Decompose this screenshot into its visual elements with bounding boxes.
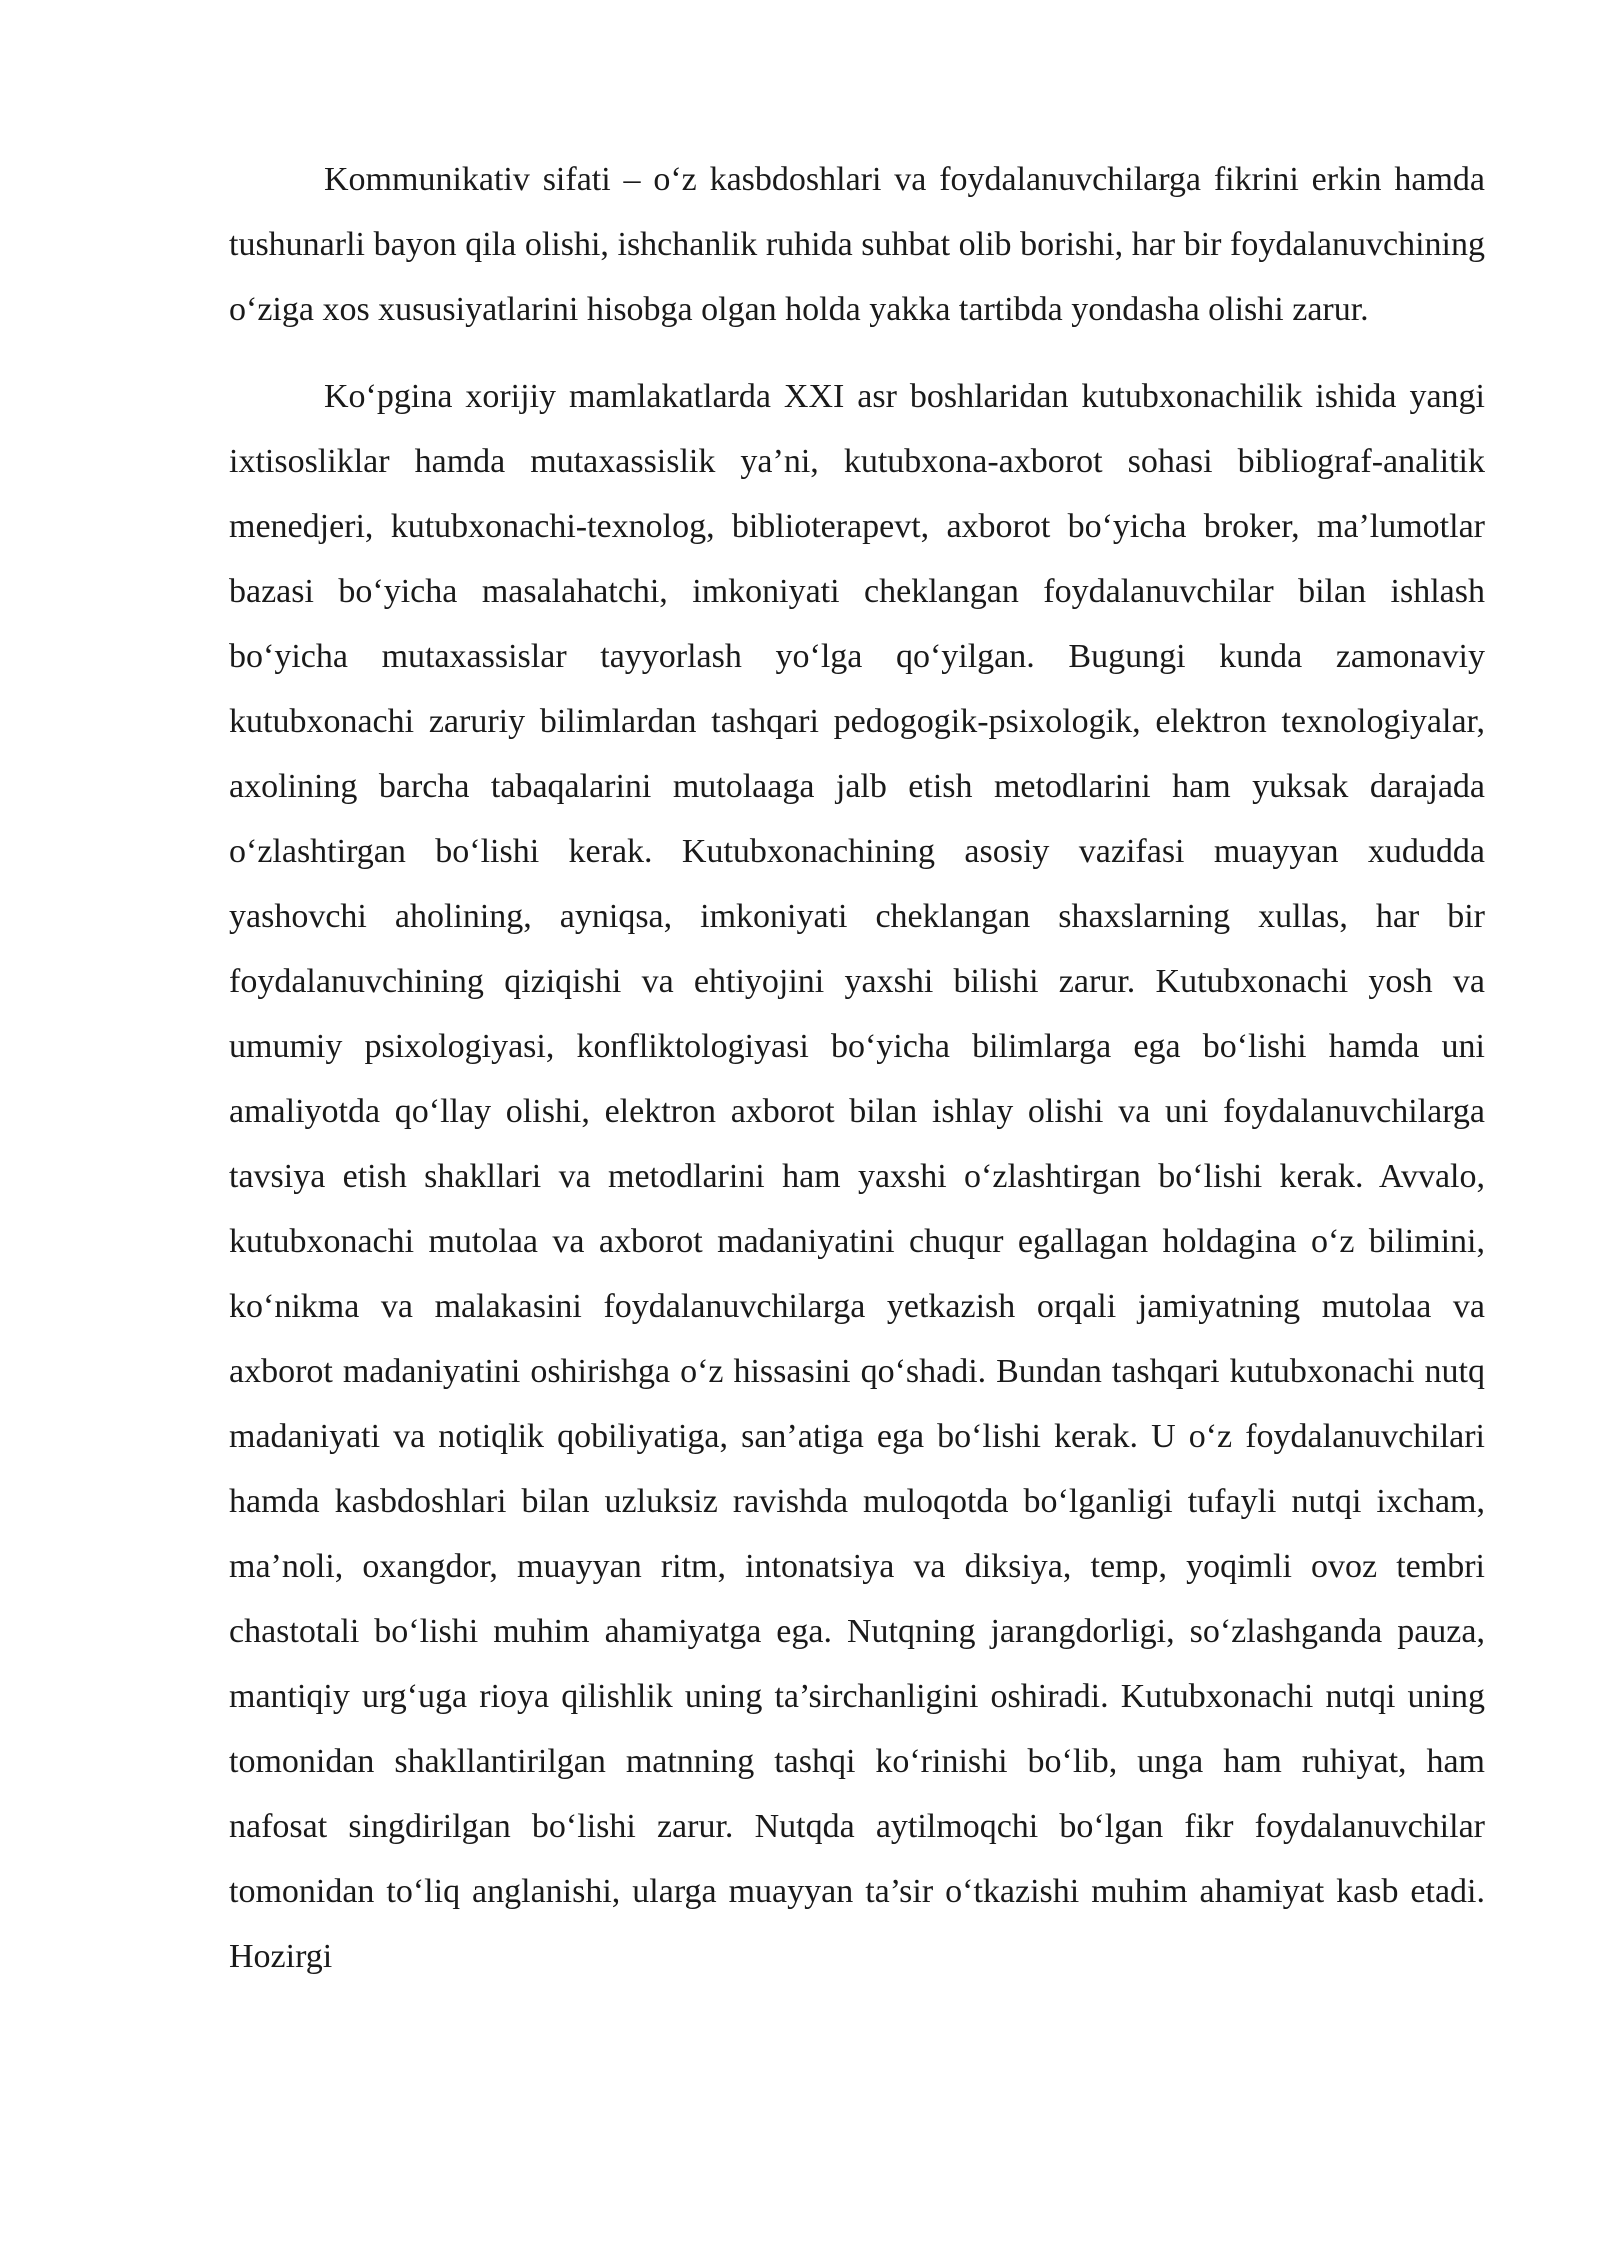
paragraph-communicative-quality: Kommunikativ sifati – o‘z kasbdoshlari va foydalanuvchilarga fikrini erkin hamda tushunarli bayon qila olishi, ishchanlik ruhida suhbat olib borishi, har bir foydalanuvchining o‘ziga xos xususiyatlarini hisobga olgan holda yakka tartibda yondasha olishi zarur. [229, 161, 1485, 328]
document-body [229, 147, 1485, 1989]
paragraph-new-specialities: Ko‘pgina xorijiy mamlakatlarda XXI asr boshlaridan kutubxonachilik ishida yangi ixtisosliklar hamda mutaxassislik ya’ni, kutubxona-axborot sohasi bibliograf-analitik menedjeri, kutubxonachi-texnolog, biblioterapevt, axborot bo‘yicha broker, ma’lumotlar bazasi bo‘yicha masalahatchi, imkoniyati cheklangan foydalanuvchilar bilan ishlash bo‘yicha mutaxassislar tayyorlash yo‘lga qo‘yilgan. Bugungi kunda zamonaviy kutubxonachi zaruriy bilimlardan tashqari pedogogik-psixologik, elektron texnologiyalar, axolining barcha tabaqalarini mutolaaga jalb etish metodlarini ham yuksak darajada o‘zlashtirgan bo‘lishi kerak. Kutubxonachining asosiy vazifasi muayyan xududda yashovchi aholining, ayniqsa, imkoniyati cheklangan shaxslarning xullas, har bir foydalanuvchining qiziqishi va ehtiyojini yaxshi bilishi zarur. Kutubxonachi yosh va umumiy psixologiyasi, konfliktologiyasi bo‘yicha bilimlarga ega bo‘lishi hamda uni amaliyotda qo‘llay olishi, elektron axborot bilan ishlay olishi va uni foydalanuvchilarga tavsiya etish shakllari va metodlarini ham yaxshi o‘zlashtirgan bo‘lishi kerak. Avvalo, kutubxonachi mutolaa va axborot madaniyatini chuqur egallagan holdagina o‘z bilimini, ko‘nikma va malakasini foydalanuvchilarga yetkazish orqali jamiyatning mutolaa va axborot madaniyatini oshirishga o‘z hissasini qo‘shadi. Bundan tashqari kutubxonachi nutq madaniyati va notiqlik qobiliyatiga, san’atiga ega bo‘lishi kerak. U o‘z foydalanuvchilari hamda kasbdoshlari bilan uzluksiz ravishda muloqotda bo‘lganligi tufayli nutqi ixcham, ma’noli, oxangdor, muayyan ritm, intonatsiya va diksiya, temp, yoqimli ovoz tembri chastotali bo‘lishi muhim ahamiyatga ega. Nutqning jarangdorligi, so‘zlashganda pauza, mantiqiy urg‘uga rioya qilishlik uning ta’sirchanligini oshiradi. Kutubxonachi nutqi uning tomonidan shakllantirilgan matnning tashqi ko‘rinishi bo‘lib, unga ham ruhiyat, ham nafosat singdirilgan bo‘lishi zarur. Nutqda aytilmoqchi bo‘lgan fikr foydalanuvchilar tomonidan to‘liq anglanishi, ularga muayyan ta’sir o‘tkazishi muhim ahamiyat kasb etadi. Hozirgi [229, 378, 1485, 1975]
